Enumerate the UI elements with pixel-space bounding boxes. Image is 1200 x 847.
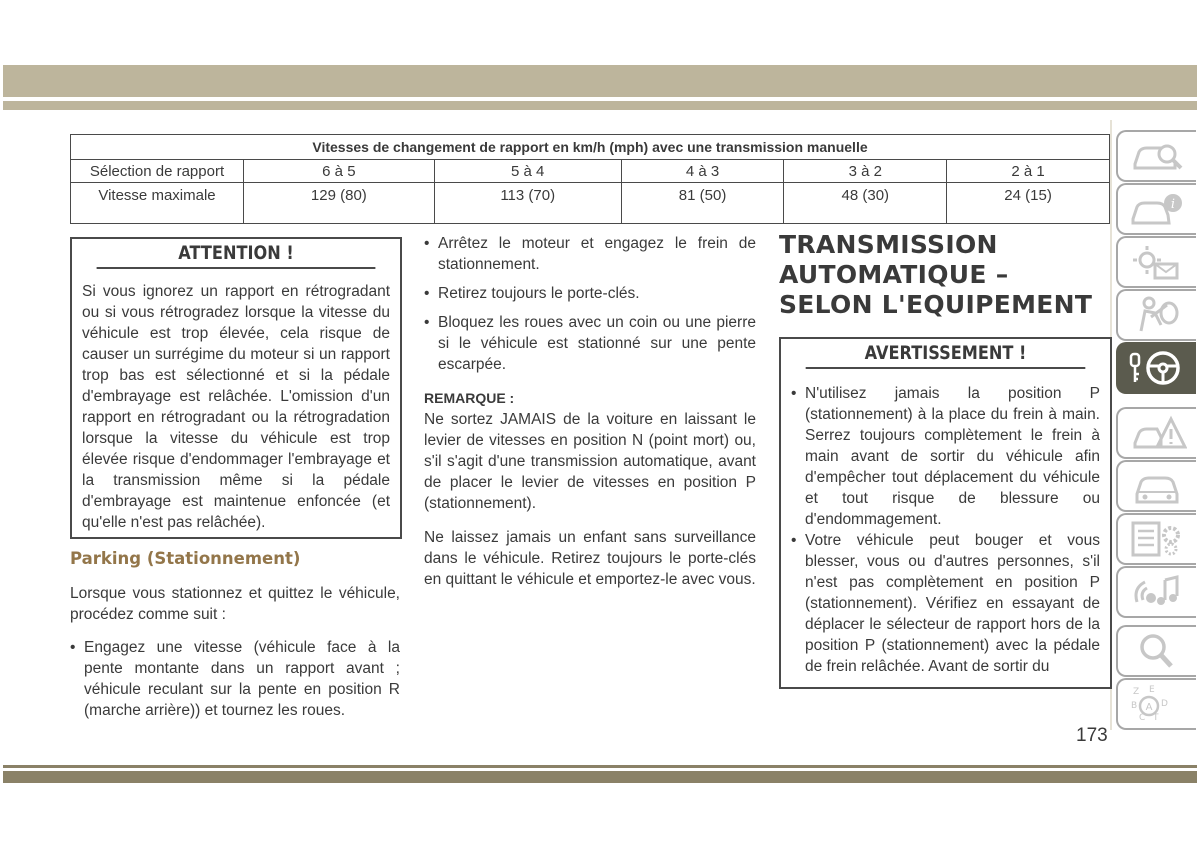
parking-title: Parking (Stationnement) <box>70 549 301 568</box>
list-item: • Retirez toujours le porte-clés. <box>424 283 756 304</box>
table-cell: 6 à 5 <box>244 160 435 183</box>
remark-body: Ne sortez JAMAIS de la voiture en laissant le levier de vitesses en position N (point mort) ou, s'il s'agit d'une transmission automatique, avant de placer le levier de vitesses en position P (stationnement). <box>424 411 756 512</box>
list-item: • N'utilisez jamais la position P (stationnement) à la place du frein à main. Serrez toujours complètement le frein à main avant de sortir du véhicule afin d'empêcher tout déplacement du véhicule et tout risque de blessure ou d'endommagement. <box>791 383 1100 530</box>
table-row <box>71 160 1110 183</box>
table-cell: 129 (80) <box>244 183 435 224</box>
header-band <box>3 65 1197 97</box>
attention-body: Si vous ignorez un rapport en rétrogradant ou si vous rétrogradez lorsque la vitesse du véhicule est trop élevée, cela risque de causer un surrégime du moteur si un rapport trop bas est sélectionné et si la pédale d'embrayage est relâchée. L'omission d'un rapport en rétrogradant ou la rétrogradation lorsque la vitesse du véhicule est trop élevée risque d'endommager l'embrayage et la transmission même si la pédale d'embrayage est maintenue enfoncée (et qu'elle n'est pas relâchée). <box>82 283 390 531</box>
key-steering-wheel-icon <box>1127 348 1187 388</box>
middle-bullets <box>424 233 756 375</box>
tab-settings[interactable] <box>1116 513 1196 565</box>
parking-section <box>70 548 400 721</box>
car-magnifier-icon <box>1127 136 1187 176</box>
tab-car-magnifier[interactable] <box>1116 130 1196 182</box>
table-cell: 4 à 3 <box>621 160 784 183</box>
tab-car-info[interactable] <box>1116 183 1196 235</box>
list-item: • Votre véhicule peut bouger et vous blesser, vous ou d'autres personnes, s'il n'est pas complètement en position P (stationnement). Vérifiez en essayant de déplacer le sélecteur de rapport hors de la position P (stationnement) avec la pédale de frein relâchée. Avant de sortir du <box>791 530 1100 677</box>
settings-checklist-icon <box>1127 519 1187 559</box>
list-item: • Arrêtez le moteur et engagez le frein de stationnement. <box>424 233 756 275</box>
table-cell: 3 à 2 <box>784 160 947 183</box>
footer-band-line <box>3 765 1197 768</box>
car-service-icon <box>1127 466 1187 506</box>
tab-warning-lights[interactable] <box>1116 236 1196 288</box>
page-number: 173 <box>1076 725 1108 746</box>
parking-bullets <box>70 637 400 721</box>
svg-text:A: A <box>1145 702 1153 713</box>
warning-bullets <box>791 383 1100 677</box>
alphabet-index-icon <box>1127 684 1187 724</box>
table-cell: 5 à 4 <box>434 160 621 183</box>
svg-text:D: D <box>1161 699 1168 709</box>
table-cell: 81 (50) <box>621 183 784 224</box>
tab-index[interactable] <box>1116 678 1196 730</box>
tab-search[interactable] <box>1116 625 1196 677</box>
middle-column <box>424 233 756 590</box>
tab-multimedia[interactable] <box>1116 566 1196 618</box>
table-cell: Vitesse maximale <box>71 183 244 224</box>
search-icon <box>1127 631 1187 671</box>
warning-lights-icon <box>1127 242 1187 282</box>
multimedia-icon <box>1127 572 1187 612</box>
svg-text:i: i <box>1170 197 1176 212</box>
table-cell: 48 (30) <box>784 183 947 224</box>
list-item: • Bloquez les roues avec un coin ou une pierre si le véhicule est stationné sur une pente escarpée. <box>424 312 756 375</box>
gear-shift-speed-table <box>70 134 1110 224</box>
airbag-seat-icon <box>1127 295 1187 335</box>
table-cell: 2 à 1 <box>947 160 1110 183</box>
middle-paragraph: Ne laissez jamais un enfant sans surveillance dans le véhicule. Retirez toujours le porte-clés en quittant le véhicule et emportez-le avec vous. <box>424 529 756 588</box>
table-cell: Sélection de rapport <box>71 160 244 183</box>
warning-box <box>779 337 1112 689</box>
table-caption: Vitesses de changement de rapport en km/h (mph) avec une transmission manuelle <box>71 135 1110 160</box>
tab-hazard[interactable] <box>1116 407 1196 459</box>
hazard-triangle-car-icon <box>1127 413 1187 453</box>
remark-title: REMARQUE : <box>424 390 515 406</box>
tab-key-steering-wheel[interactable] <box>1116 342 1196 394</box>
list-item: • Engagez une vitesse (véhicule face à la pente montante dans un rapport avant ; véhicule reculant sur la pente en position R (marche arrière)) et tournez les roues. <box>70 637 400 721</box>
svg-text:E: E <box>1149 685 1155 695</box>
svg-text:Z: Z <box>1133 687 1140 697</box>
warning-body <box>781 369 1110 677</box>
section-title: TRANSMISSION AUTOMATIQUE – SELON L'EQUIPEMENT <box>779 230 1093 319</box>
svg-text:B: B <box>1131 701 1138 711</box>
table-cell: 113 (70) <box>434 183 621 224</box>
tab-airbag-seat[interactable] <box>1116 289 1196 341</box>
tab-car-service[interactable] <box>1116 460 1196 512</box>
warning-title: AVERTISSEMENT ! <box>806 339 1086 369</box>
table-cell: 24 (15) <box>947 183 1110 224</box>
parking-intro: Lorsque vous stationnez et quittez le véhicule, procédez comme suit : <box>70 585 400 623</box>
car-info-icon <box>1127 189 1187 229</box>
svg-text:T: T <box>1153 713 1159 723</box>
attention-box <box>70 237 402 539</box>
footer-band <box>3 771 1197 783</box>
svg-text:C: C <box>1139 713 1146 723</box>
table-row <box>71 183 1110 224</box>
attention-title: ATTENTION ! <box>97 239 376 269</box>
header-band-line <box>3 101 1197 110</box>
